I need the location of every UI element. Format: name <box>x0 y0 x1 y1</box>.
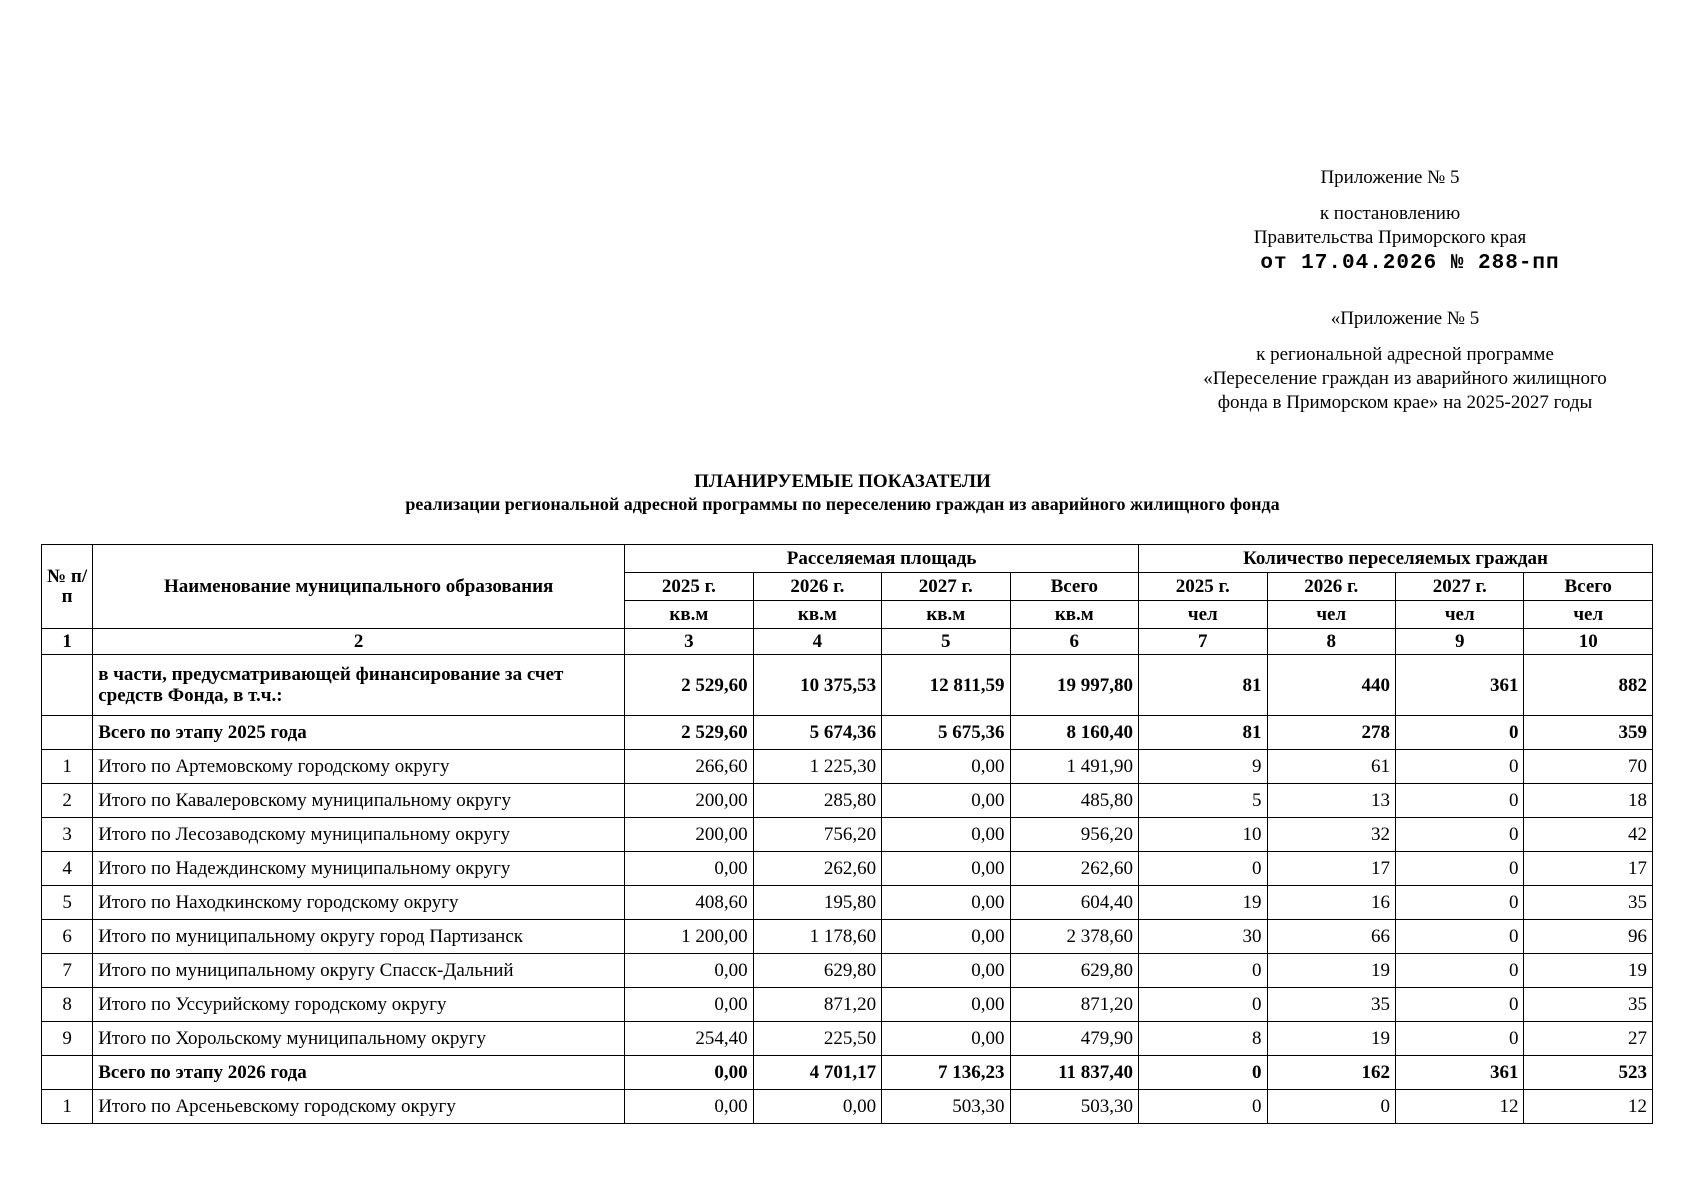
value-cell: 66 <box>1267 920 1395 954</box>
value-cell: 361 <box>1395 1056 1523 1090</box>
value-cell: 35 <box>1267 988 1395 1022</box>
document-title: ПЛАНИРУЕМЫЕ ПОКАЗАТЕЛИ <box>694 471 991 492</box>
value-cell: 0,00 <box>882 818 1010 852</box>
value-cell: 0 <box>1395 886 1523 920</box>
value-cell: 0,00 <box>625 852 753 886</box>
row-number-cell <box>42 716 93 750</box>
program-appendix-line-1: к региональной адресной программе <box>1256 344 1554 365</box>
value-cell: 19 <box>1267 1022 1395 1056</box>
column-number: 5 <box>882 629 1010 655</box>
municipality-name-cell: Итого по Кавалеровскому муниципальному округу <box>93 784 625 818</box>
column-number: 8 <box>1267 629 1395 655</box>
column-number: 1 <box>42 629 93 655</box>
header-unit: чел <box>1395 601 1523 629</box>
header-people-group: Количество переселяемых граждан <box>1139 545 1653 573</box>
decree-date-stamp: от 17.04.2026 № 288-пп <box>1260 252 1560 275</box>
value-cell: 1 200,00 <box>625 920 753 954</box>
header-name: Наименование муниципального образования <box>93 545 625 629</box>
header-year: 2026 г. <box>1267 573 1395 601</box>
row-number-cell: 4 <box>42 852 93 886</box>
value-cell: 523 <box>1524 1056 1653 1090</box>
value-cell: 0,00 <box>625 1090 753 1124</box>
value-cell: 2 378,60 <box>1010 920 1139 954</box>
value-cell: 19 <box>1267 954 1395 988</box>
row-number-cell: 2 <box>42 784 93 818</box>
column-number: 4 <box>753 629 881 655</box>
value-cell: 503,30 <box>1010 1090 1139 1124</box>
header-unit: кв.м <box>625 601 753 629</box>
header-year: 2025 г. <box>625 573 753 601</box>
value-cell: 254,40 <box>625 1022 753 1056</box>
value-cell: 0 <box>1395 716 1523 750</box>
value-cell: 359 <box>1524 716 1653 750</box>
value-cell: 0 <box>1395 818 1523 852</box>
value-cell: 262,60 <box>753 852 881 886</box>
value-cell: 35 <box>1524 886 1653 920</box>
header-year: 2027 г. <box>1395 573 1523 601</box>
value-cell: 19 997,80 <box>1010 655 1139 716</box>
municipality-name-cell: в части, предусматривающей финансирование за счет средств Фонда, в т.ч.: <box>93 655 625 716</box>
row-number-cell: 1 <box>42 750 93 784</box>
header-year: 2027 г. <box>882 573 1010 601</box>
header-unit: кв.м <box>753 601 881 629</box>
value-cell: 0 <box>1267 1090 1395 1124</box>
document-heading <box>0 471 1685 515</box>
column-number: 2 <box>93 629 625 655</box>
header-num: № п/п <box>42 545 93 629</box>
value-cell: 278 <box>1267 716 1395 750</box>
value-cell: 440 <box>1267 655 1395 716</box>
table-row <box>42 784 1653 818</box>
value-cell: 0,00 <box>882 886 1010 920</box>
value-cell: 0,00 <box>625 988 753 1022</box>
header-year: Всего <box>1010 573 1139 601</box>
value-cell: 266,60 <box>625 750 753 784</box>
municipality-name-cell: Итого по Лесозаводскому муниципальному округу <box>93 818 625 852</box>
value-cell: 0,00 <box>882 1022 1010 1056</box>
value-cell: 11 837,40 <box>1010 1056 1139 1090</box>
value-cell: 0 <box>1395 852 1523 886</box>
value-cell: 4 701,17 <box>753 1056 881 1090</box>
value-cell: 195,80 <box>753 886 881 920</box>
header-year: 2025 г. <box>1139 573 1267 601</box>
value-cell: 956,20 <box>1010 818 1139 852</box>
value-cell: 200,00 <box>625 784 753 818</box>
value-cell: 96 <box>1524 920 1653 954</box>
program-appendix-line-3: фонда в Приморском крае» на 2025-2027 годы <box>1217 392 1593 413</box>
value-cell: 0,00 <box>882 988 1010 1022</box>
header-year: Всего <box>1524 573 1653 601</box>
table-row <box>42 852 1653 886</box>
value-cell: 30 <box>1139 920 1267 954</box>
table-body <box>42 655 1653 1124</box>
value-cell: 5 675,36 <box>882 716 1010 750</box>
value-cell: 756,20 <box>753 818 881 852</box>
header-area-group: Расселяемая площадь <box>625 545 1139 573</box>
value-cell: 871,20 <box>1010 988 1139 1022</box>
value-cell: 0,00 <box>882 750 1010 784</box>
value-cell: 871,20 <box>753 988 881 1022</box>
value-cell: 0,00 <box>882 852 1010 886</box>
value-cell: 162 <box>1267 1056 1395 1090</box>
value-cell: 0,00 <box>882 784 1010 818</box>
decree-appendix-line-1: к постановлению <box>1319 203 1461 224</box>
value-cell: 485,80 <box>1010 784 1139 818</box>
municipality-name-cell: Всего по этапу 2026 года <box>93 1056 625 1090</box>
value-cell: 0 <box>1139 1056 1267 1090</box>
value-cell: 262,60 <box>1010 852 1139 886</box>
value-cell: 604,40 <box>1010 886 1139 920</box>
value-cell: 0,00 <box>625 1056 753 1090</box>
value-cell: 0 <box>1395 750 1523 784</box>
value-cell: 503,30 <box>882 1090 1010 1124</box>
value-cell: 0,00 <box>882 920 1010 954</box>
row-number-cell: 7 <box>42 954 93 988</box>
value-cell: 81 <box>1139 655 1267 716</box>
table-row <box>42 1022 1653 1056</box>
value-cell: 225,50 <box>753 1022 881 1056</box>
value-cell: 0 <box>1395 920 1523 954</box>
column-number: 6 <box>1010 629 1139 655</box>
table-row <box>42 716 1653 750</box>
municipality-name-cell: Всего по этапу 2025 года <box>93 716 625 750</box>
value-cell: 70 <box>1524 750 1653 784</box>
decree-appendix-line-2: Правительства Приморского края <box>1253 227 1527 248</box>
value-cell: 5 <box>1139 784 1267 818</box>
decree-appendix-block <box>1180 166 1600 276</box>
value-cell: 17 <box>1524 852 1653 886</box>
value-cell: 42 <box>1524 818 1653 852</box>
header-unit: кв.м <box>882 601 1010 629</box>
header-unit: кв.м <box>1010 601 1139 629</box>
value-cell: 19 <box>1524 954 1653 988</box>
header-year: 2026 г. <box>753 573 881 601</box>
header-unit: чел <box>1139 601 1267 629</box>
value-cell: 0,00 <box>625 954 753 988</box>
row-number-cell: 6 <box>42 920 93 954</box>
value-cell: 12 <box>1395 1090 1523 1124</box>
value-cell: 0 <box>1139 954 1267 988</box>
row-number-cell: 1 <box>42 1090 93 1124</box>
row-number-cell: 3 <box>42 818 93 852</box>
value-cell: 0 <box>1395 1022 1523 1056</box>
program-appendix-title: «Приложение № 5 <box>1330 308 1480 329</box>
value-cell: 10 <box>1139 818 1267 852</box>
value-cell: 8 160,40 <box>1010 716 1139 750</box>
municipality-name-cell: Итого по муниципальному округу город Партизанск <box>93 920 625 954</box>
value-cell: 0 <box>1395 988 1523 1022</box>
value-cell: 882 <box>1524 655 1653 716</box>
value-cell: 0 <box>1139 988 1267 1022</box>
municipality-name-cell: Итого по Артемовскому городскому округу <box>93 750 625 784</box>
value-cell: 18 <box>1524 784 1653 818</box>
value-cell: 0 <box>1395 954 1523 988</box>
program-appendix-line-2: «Переселение граждан из аварийного жилищного <box>1203 368 1607 389</box>
row-number-cell <box>42 655 93 716</box>
indicators-table <box>41 544 1653 1124</box>
value-cell: 285,80 <box>753 784 881 818</box>
value-cell: 0 <box>1139 1090 1267 1124</box>
value-cell: 0 <box>1139 852 1267 886</box>
value-cell: 1 178,60 <box>753 920 881 954</box>
value-cell: 10 375,53 <box>753 655 881 716</box>
value-cell: 0,00 <box>882 954 1010 988</box>
value-cell: 32 <box>1267 818 1395 852</box>
column-number: 3 <box>625 629 753 655</box>
municipality-name-cell: Итого по Арсеньевскому городскому округу <box>93 1090 625 1124</box>
value-cell: 8 <box>1139 1022 1267 1056</box>
value-cell: 16 <box>1267 886 1395 920</box>
column-number: 9 <box>1395 629 1523 655</box>
column-number: 10 <box>1524 629 1653 655</box>
value-cell: 2 529,60 <box>625 716 753 750</box>
municipality-name-cell: Итого по муниципальному округу Спасск-Дальний <box>93 954 625 988</box>
municipality-name-cell: Итого по Уссурийскому городскому округу <box>93 988 625 1022</box>
value-cell: 479,90 <box>1010 1022 1139 1056</box>
table-row <box>42 750 1653 784</box>
table-row <box>42 1090 1653 1124</box>
value-cell: 1 491,90 <box>1010 750 1139 784</box>
header-row-groups <box>42 545 1653 573</box>
row-number-cell: 8 <box>42 988 93 1022</box>
value-cell: 12 811,59 <box>882 655 1010 716</box>
value-cell: 13 <box>1267 784 1395 818</box>
row-number-cell <box>42 1056 93 1090</box>
value-cell: 1 225,30 <box>753 750 881 784</box>
table-row <box>42 988 1653 1022</box>
table-row <box>42 818 1653 852</box>
value-cell: 12 <box>1524 1090 1653 1124</box>
value-cell: 2 529,60 <box>625 655 753 716</box>
value-cell: 0 <box>1395 784 1523 818</box>
municipality-name-cell: Итого по Хорольскому муниципальному округу <box>93 1022 625 1056</box>
table-row <box>42 655 1653 716</box>
municipality-name-cell: Итого по Надеждинскому муниципальному округу <box>93 852 625 886</box>
table-row <box>42 920 1653 954</box>
column-number-row <box>42 629 1653 655</box>
value-cell: 61 <box>1267 750 1395 784</box>
value-cell: 408,60 <box>625 886 753 920</box>
program-appendix-block <box>1140 307 1670 415</box>
decree-appendix-title: Приложение № 5 <box>1320 167 1460 188</box>
column-number: 7 <box>1139 629 1267 655</box>
value-cell: 17 <box>1267 852 1395 886</box>
document-subtitle: реализации региональной адресной программы по переселению граждан из аварийного жилищного фонда <box>405 494 1280 514</box>
value-cell: 27 <box>1524 1022 1653 1056</box>
row-number-cell: 9 <box>42 1022 93 1056</box>
municipality-name-cell: Итого по Находкинскому городскому округу <box>93 886 625 920</box>
value-cell: 35 <box>1524 988 1653 1022</box>
value-cell: 200,00 <box>625 818 753 852</box>
table-row <box>42 1056 1653 1090</box>
table-row <box>42 954 1653 988</box>
value-cell: 629,80 <box>1010 954 1139 988</box>
value-cell: 19 <box>1139 886 1267 920</box>
header-unit: чел <box>1267 601 1395 629</box>
table-row <box>42 886 1653 920</box>
value-cell: 5 674,36 <box>753 716 881 750</box>
value-cell: 629,80 <box>753 954 881 988</box>
value-cell: 81 <box>1139 716 1267 750</box>
value-cell: 361 <box>1395 655 1523 716</box>
value-cell: 9 <box>1139 750 1267 784</box>
row-number-cell: 5 <box>42 886 93 920</box>
value-cell: 0,00 <box>753 1090 881 1124</box>
header-unit: чел <box>1524 601 1653 629</box>
value-cell: 7 136,23 <box>882 1056 1010 1090</box>
